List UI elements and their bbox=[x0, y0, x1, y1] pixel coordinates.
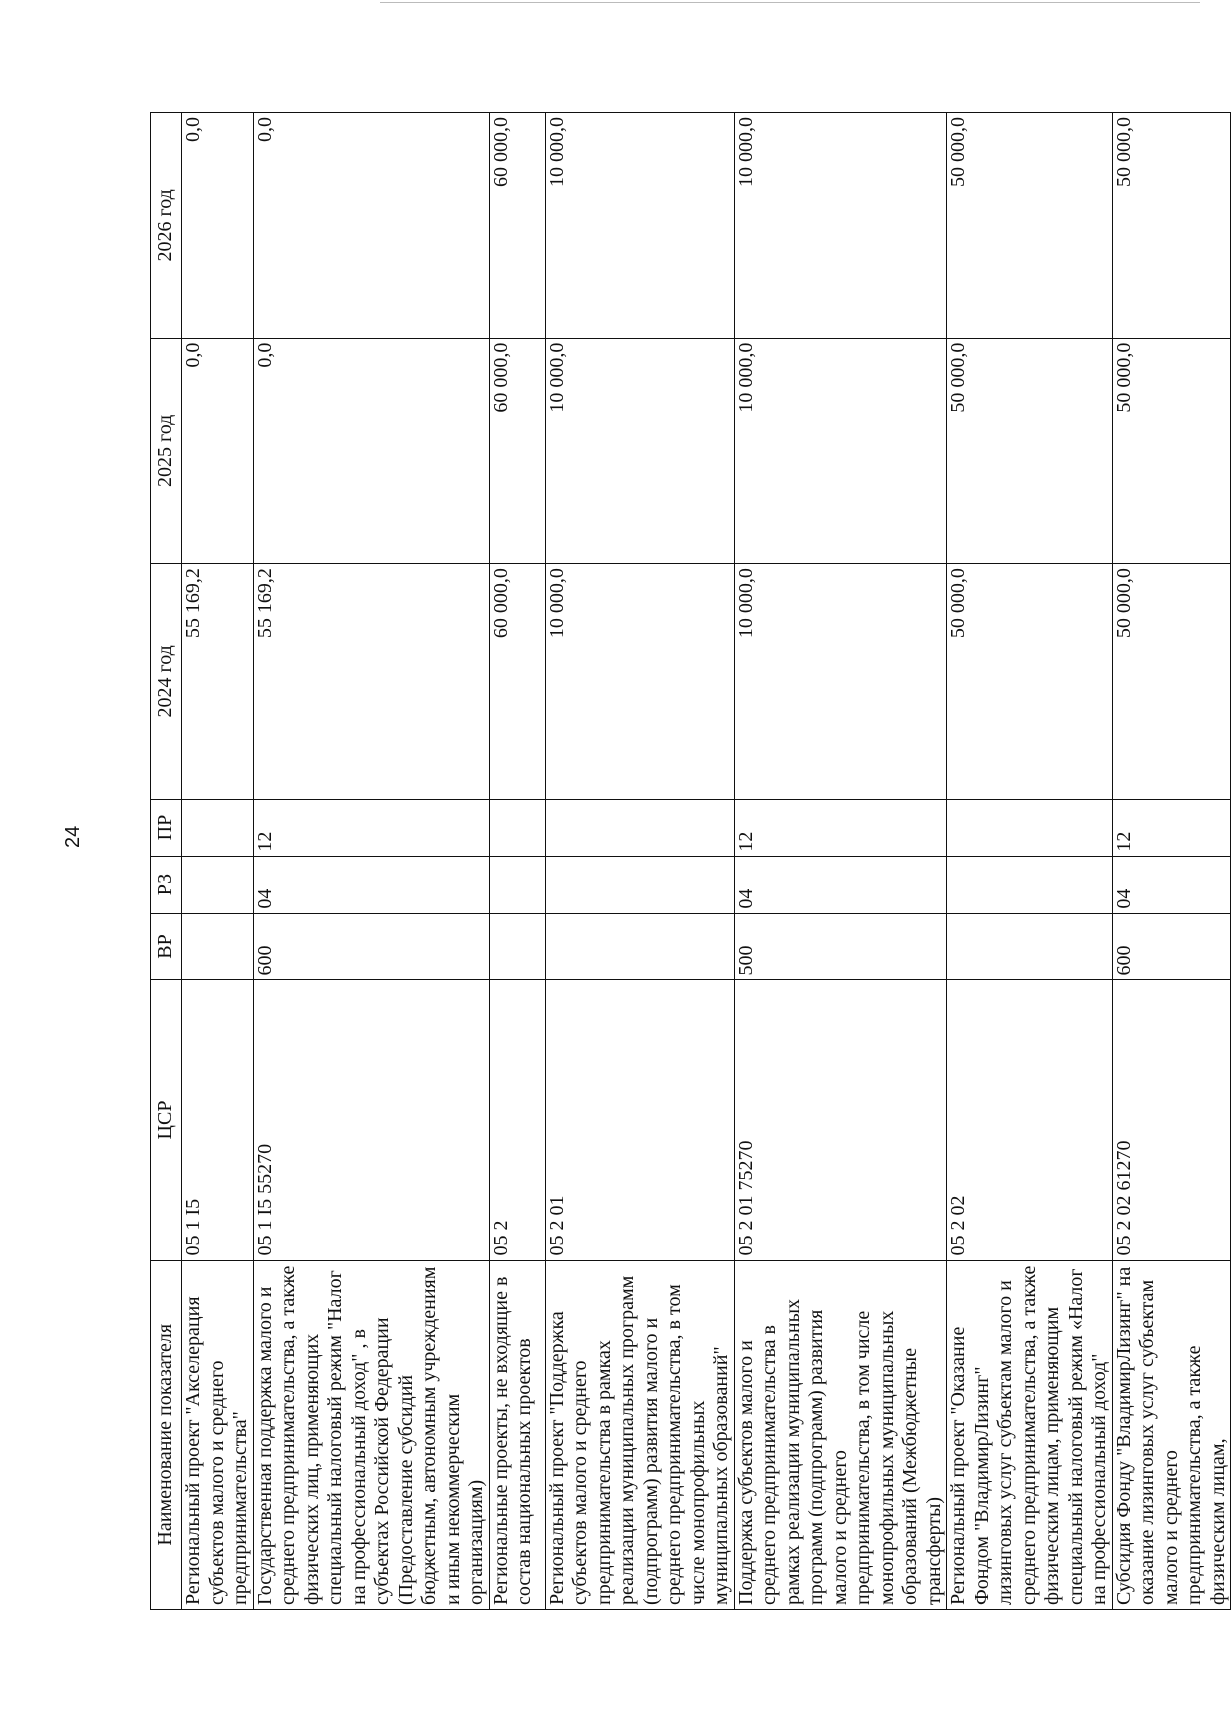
header-name: Наименование показателя bbox=[151, 1260, 182, 1609]
row-rz bbox=[182, 856, 254, 913]
row-rz: 04 bbox=[253, 856, 489, 913]
row-csr: 05 2 02 61270 bbox=[1112, 980, 1231, 1260]
row-2025: 0,0 bbox=[182, 338, 254, 564]
header-2026: 2026 год bbox=[151, 113, 182, 339]
row-2024: 10 000,0 bbox=[734, 564, 947, 799]
row-name: Региональные проекты, не входящие в состав национальных проектов bbox=[489, 1260, 545, 1609]
row-2024: 55 169,2 bbox=[253, 564, 489, 799]
row-2026: 10 000,0 bbox=[734, 113, 947, 339]
row-csr: 05 2 bbox=[489, 980, 545, 1260]
header-pr: ПР bbox=[151, 799, 182, 856]
row-csr: 05 2 01 bbox=[545, 980, 734, 1260]
row-name: Поддержка субъектов малого и среднего предпринимательства в рамках реализации муниципальных программ (подпрограмм) развития малого и среднего предпринимательства, в том числе монопрофильных муниципальных образований (Межбюджетные трансферты) bbox=[734, 1260, 947, 1609]
row-vr: 500 bbox=[734, 913, 947, 980]
row-vr bbox=[947, 913, 1113, 980]
table-row bbox=[545, 113, 734, 1610]
row-2025: 50 000,0 bbox=[1112, 338, 1231, 564]
row-2025: 10 000,0 bbox=[545, 338, 734, 564]
row-2024: 60 000,0 bbox=[489, 564, 545, 799]
row-2026: 50 000,0 bbox=[947, 113, 1113, 339]
budget-table bbox=[150, 112, 1231, 1610]
header-2024: 2024 год bbox=[151, 564, 182, 799]
row-name: Государственная поддержка малого и среднего предпринимательства, а также физических лиц, применяющих специальный налоговый режим "Налог на профессиональный доход" , в субъектах Российской Федерации (Предоставление субсидий бюджетным, автономным учреждениям и иным некоммерческим организациям) bbox=[253, 1260, 489, 1609]
table-row bbox=[182, 113, 254, 1610]
row-2024: 50 000,0 bbox=[1112, 564, 1231, 799]
row-vr bbox=[182, 913, 254, 980]
row-pr bbox=[489, 799, 545, 856]
row-csr: 05 1 I5 bbox=[182, 980, 254, 1260]
table-row bbox=[947, 113, 1113, 1610]
header-rz: РЗ bbox=[151, 856, 182, 913]
row-pr: 12 bbox=[1112, 799, 1231, 856]
row-csr: 05 2 02 bbox=[947, 980, 1113, 1260]
header-vr: ВР bbox=[151, 913, 182, 980]
row-2026: 0,0 bbox=[182, 113, 254, 339]
row-2026: 60 000,0 bbox=[489, 113, 545, 339]
table-header-row bbox=[151, 113, 182, 1610]
row-rz bbox=[947, 856, 1113, 913]
table-row bbox=[489, 113, 545, 1610]
row-pr: 12 bbox=[734, 799, 947, 856]
rotated-table-container bbox=[150, 112, 1229, 1610]
header-csr: ЦСР bbox=[151, 980, 182, 1260]
row-vr: 600 bbox=[253, 913, 489, 980]
header-2025: 2025 год bbox=[151, 338, 182, 564]
row-rz: 04 bbox=[734, 856, 947, 913]
row-csr: 05 1 I5 55270 bbox=[253, 980, 489, 1260]
row-2025: 10 000,0 bbox=[734, 338, 947, 564]
row-2024: 55 169,2 bbox=[182, 564, 254, 799]
row-name: Субсидия Фонду "ВладимирЛизинг" на оказание лизинговых услуг субъектам малого и среднего предпринимательства, а также физическим лицам, bbox=[1112, 1260, 1231, 1609]
table-row bbox=[253, 113, 489, 1610]
row-pr bbox=[182, 799, 254, 856]
row-pr: 12 bbox=[253, 799, 489, 856]
row-pr bbox=[545, 799, 734, 856]
row-2024: 10 000,0 bbox=[545, 564, 734, 799]
row-vr: 600 bbox=[1112, 913, 1231, 980]
row-name: Региональный проект "Акселерация субъектов малого и среднего предпринимательства" bbox=[182, 1260, 254, 1609]
row-name: Региональный проект "Оказание Фондом "ВладимирЛизинг" лизинговых услуг субъектам малого и среднего предпринимательства, а также физическим лицам, применяющим специальный налоговый режим «Налог на профессиональный доход" bbox=[947, 1260, 1113, 1609]
row-csr: 05 2 01 75270 bbox=[734, 980, 947, 1260]
table-row bbox=[734, 113, 947, 1610]
row-rz: 04 bbox=[1112, 856, 1231, 913]
row-2026: 0,0 bbox=[253, 113, 489, 339]
top-edge-line bbox=[380, 2, 1200, 3]
row-2025: 50 000,0 bbox=[947, 338, 1113, 564]
table-row bbox=[1112, 113, 1231, 1610]
row-rz bbox=[545, 856, 734, 913]
row-2024: 50 000,0 bbox=[947, 564, 1113, 799]
row-rz bbox=[489, 856, 545, 913]
row-2025: 0,0 bbox=[253, 338, 489, 564]
row-pr bbox=[947, 799, 1113, 856]
row-2026: 50 000,0 bbox=[1112, 113, 1231, 339]
row-vr bbox=[545, 913, 734, 980]
row-vr bbox=[489, 913, 545, 980]
row-2026: 10 000,0 bbox=[545, 113, 734, 339]
row-2025: 60 000,0 bbox=[489, 338, 545, 564]
page-number: 24 bbox=[62, 825, 84, 848]
row-name: Региональный проект "Поддержка субъектов малого и среднего предпринимательства в рамках реализации муниципальных программ (подпрограмм) развития малого и среднего предпринимательства, в том числе монопрофильных муниципальных образований" bbox=[545, 1260, 734, 1609]
